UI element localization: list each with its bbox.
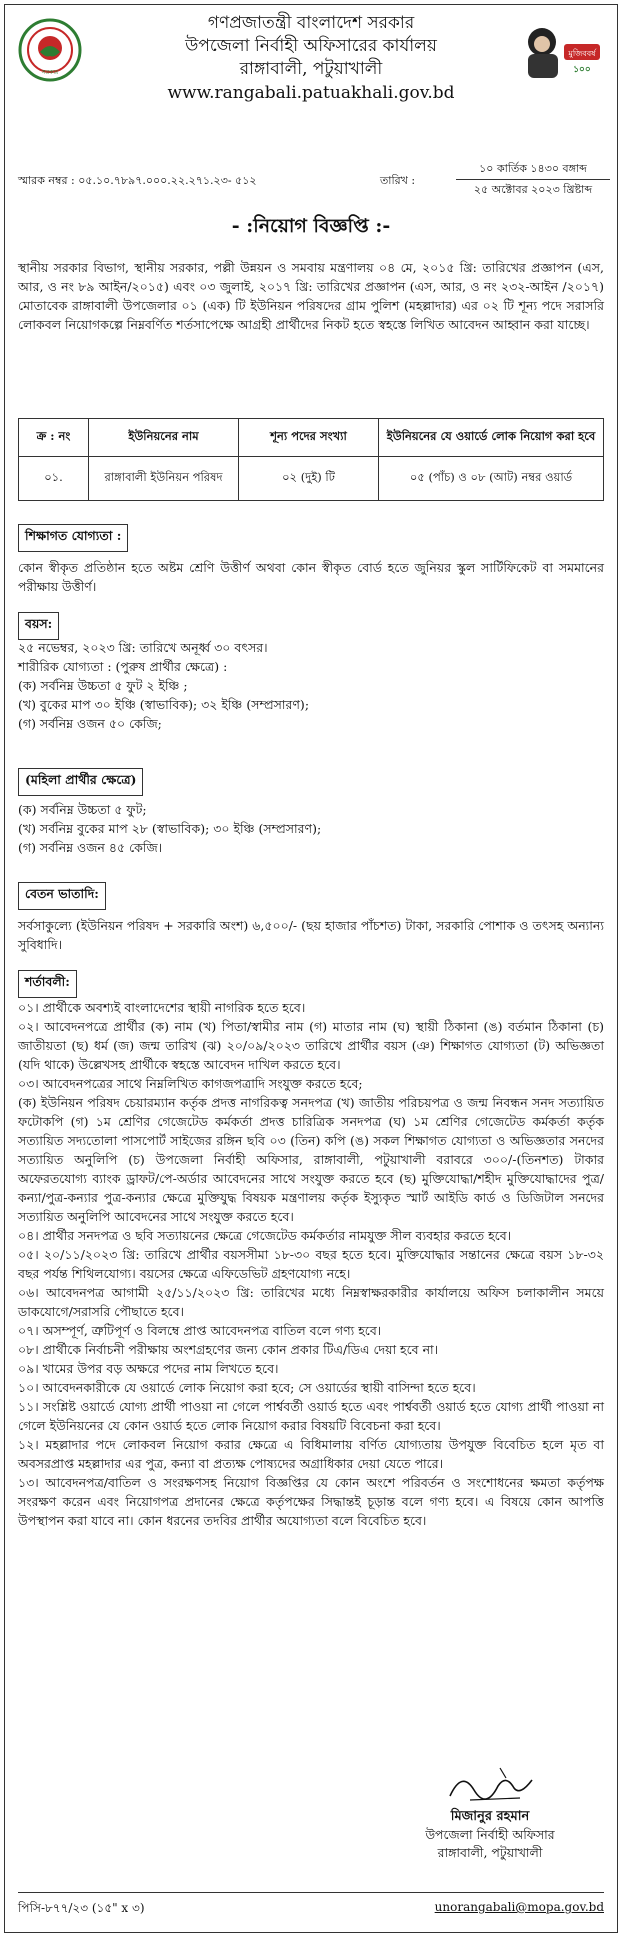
list-item: ০৪। প্রার্থীর সনদপত্র ও ছবি সত্যায়নের ক্ষেত্রে গেজেটেড কর্মকর্তার নামযুক্ত সীল ব্যবহার করতে হবে। [18,1228,512,1243]
intro-paragraph: স্থানীয় সরকার বিভাগ, স্থানীয় সরকার, পল্লী উন্নয়ন ও সমবায় মন্ত্রণালয় ০৪ মে, ২০১৫ খ্রি: তারিখের প্রজ্ঞাপন (এস, আর, ও নং ৮৯ আইন/২০১৫) এবং ০৩ জুলাই, ২০১৭ খ্রি: তারিখের প্রজ্ঞাপন (এস, আর, ও নং ২৩২-আইন /২০১৭) মোতাবেক রাঙ্গাবালী উপজেলার ০১ (এক) টি ইউনিয়ন পরিষদের গ্রাম পুলিশ (মহল্লাদার) এর ০২ টি শূন্য পদে সরাসরি লোকবল নিয়োগকল্পে নিম্নবর্ণিত শর্তসাপেক্ষে আগ্রহী প্রার্থীদের নিকট হতে স্বহস্তে লিখিত আবেদন আহ্বান করা যাচ্ছে। [18,260,604,332]
col-serial: ক্র : নং [19,419,89,457]
age-requirements [18,638,604,733]
list-item: ১১। সংশ্লিষ্ট ওয়ার্ডে যোগ্য প্রার্থী পাওয়া না গেলে পার্শ্ববর্তী ওয়ার্ড হতে এবং পার্শ্ববর্তী ওয়ার্ড হতে যোগ্য প্রার্থী পাওয়া না গেলে ইউনিয়নের যে কোন ওয়ার্ড হতে লোক নিয়োগ করার বিষয়টি বিবেচনা করা হবে। [18,1399,604,1433]
female-requirements [18,800,604,857]
female-heading: (মহিলা প্রার্থীর ক্ষেত্রে) [18,768,143,796]
footer-row [18,1900,604,1920]
list-item: ০৬। আবেদনপত্র আগামী ২৫/১১/২০২৩ খ্রি: তারিখের মধ্যে নিম্নস্বাক্ষরকারীর কার্যালয়ে অফিস চলাকালীন সময়ে ডাকযোগে/সরাসরি পৌছাতে হবে। [18,1285,604,1319]
cell-serial: ০১. [19,457,89,501]
cell-vacancy: ০২ (দুই) টি [239,457,379,501]
age-line: ২৫ নভেম্বর, ২০২৩ খ্রি: তারিখে অনূর্ধ্ব ৩০ বৎসর। [18,640,268,655]
list-item: ০৩। আবেদনপত্রের সাথে নিম্নলিখিত কাগজপত্রাদি সংযুক্ত করতে হবে; [18,1076,363,1091]
pay-heading: বেতন ভাতাদি: [18,882,106,910]
list-item: ১২। মহল্লাদার পদে লোকবল নিয়োগ করার ক্ষেত্রে এ বিধিমালায় বর্ণিত যোগ্যতায় উপযুক্ত বিবেচিত হলে মৃত বা অবসরপ্রাপ্ত মহল্লাদার এর পুত্র, কন্যা বা প্রত্যক্ষ পোষ্যদের অগ্রাধিকার দেয়া যেতে পারে। [18,1437,604,1471]
date-english: ২৫ অক্টোবর ২০২৩ খ্রিষ্টাব্দ [473,183,593,196]
male-chest: (খ) বুকের মাপ ৩০ ইঞ্চি (স্বাভাবিক); ৩২ ইঞ্চি (সম্প্রসারণ); [18,697,310,712]
government-name: গণপ্রজাতন্ত্রী বাংলাদেশ সরকার [207,13,415,33]
press-code: পিসি-৮৭৭/২৩ (১৫" x ৩) [18,1901,145,1915]
svg-text:১০০: ১০০ [573,65,591,75]
cell-union: রাঙ্গাবালী ইউনিয়ন পরিষদ [89,457,239,501]
table-row [19,457,604,501]
col-vacancy: শূন্য পদের সংখ্যা [239,419,379,457]
physical-heading: শারীরিক যোগ্যতা : (পুরুষ প্রার্থীর ক্ষেত্রে) : [18,659,228,674]
table-header-row [19,419,604,457]
cell-ward: ০৫ (পাঁচ) ও ০৮ (আট) নম্বর ওয়ার্ড [379,457,604,501]
male-height: (ক) সর্বনিম্ন উচ্চতা ৫ ফুট ২ ইঞ্চি ; [18,678,188,693]
list-item: ১০। আবেদনকারীকে যে ওয়ার্ডে লোক নিয়োগ করা হবে; সে ওয়ার্ডের স্থায়ী বাসিন্দা হতে হবে। [18,1380,476,1395]
office-location: রাঙ্গাবালী, পটুয়াখালী [239,59,383,79]
bangladesh-government-seal-icon [18,18,82,82]
notice-title: - :নিয়োগ বিজ্ঞপ্তি :- [231,215,391,237]
seal-text: সরকার [41,69,59,76]
officer-name: মিজানুর রহমান [450,1809,530,1824]
office-name: উপজেলা নির্বাহী অফিসারের কার্যালয় [185,36,437,56]
list-item: ০২। আবেদনপত্রে প্রার্থীর (ক) নাম (খ) পিতা/স্বামীর নাম (গ) মাতার নাম (ঘ) স্থায়ী ঠিকানা (ঙ) বর্তমান ঠিকানা (চ) জাতীয়তা (ছ) ধর্ম (জ) জন্ম তারিখ (ঝ) ২০/০৯/২০২৩ তারিখে প্রার্থীর বয়স (ঞ) শিক্ষাগত যোগ্যতা (ট) অভিজ্ঞতা (যদি থাকে) উল্লেখসহ প্রার্থীকে স্বহস্তে আবেদন দাখিল করতে হবে। [18,1019,604,1072]
pay-text: সর্বসাকুল্যে (ইউনিয়ন পরিষদ + সরকারি অংশ) ৬,৫০০/- (ছয় হাজার পাঁচশত) টাকা, সরকারি পোশাক ও তৎসহ অন্যান্য সুবিধাদি। [18,918,604,952]
mujib-borsho-logo-icon [516,18,604,82]
signature-block [380,1760,600,1862]
handwritten-signature-icon [440,1760,540,1808]
list-item: ০৫। ২০/১১/২০২৩ খ্রি: তারিখে প্রার্থীর বয়সসীমা ১৮-৩০ বছর হতে হবে। মুক্তিযোদ্ধার সন্তানের ক্ষেত্রে বয়স ১৮-৩২ বছর পর্যন্ত শিথিলযোগ্য। বয়সের ক্ষেত্রে এফিডেভিট গ্রহণযোগ্য নহে। [18,1247,604,1281]
date-divider [456,179,610,180]
col-union: ইউনিয়নের নাম [89,419,239,457]
website-url: www.rangabali.patuakhali.gov.bd [167,83,455,103]
education-text: কোন স্বীকৃত প্রতিষ্ঠান হতে অষ্টম শ্রেণি উত্তীর্ণ অথবা কোন স্বীকৃত বোর্ড হতে জুনিয়র স্কুল সার্টিফিকেট বা সমমানের পরীক্ষায় উত্তীর্ণ। [18,560,604,594]
female-weight: (গ) সর্বনিম্ন ওজন ৪৫ কেজি। [18,840,163,855]
date-bangla: ১০ কার্তিক ১৪৩০ বঙ্গাব্দ [479,162,587,175]
male-weight: (গ) সর্বনিম্ন ওজন ৫০ কেজি; [18,716,162,731]
memo-row [18,160,604,200]
date-block [448,160,618,199]
officer-designation: উপজেলা নির্বাহী অফিসার [425,1827,555,1842]
col-ward: ইউনিয়নের যে ওয়ার্ডে লোক নিয়োগ করা হবে [379,419,604,457]
officer-location: রাঙ্গাবালী, পটুয়াখালী [437,1845,543,1860]
terms-list [18,998,604,1530]
education-heading: শিক্ষাগত যোগ্যতা : [18,524,128,552]
list-item: (ক) ইউনিয়ন পরিষদ চেয়ারম্যান কর্তৃক প্রদত্ত নাগরিকত্ব সনদপত্র (খ) জাতীয় পরিচয়পত্র ও জন্ম নিবন্ধন সনদ সত্যায়িত ফটোকপি (গ) ১ম শ্রেণির গেজেটেড কর্মকর্তা প্রদত্ত চারিত্রিক সনদপত্র (ঘ) ১ম শ্রেণির গেজেটেড কর্মকর্তা কর্তৃক সত্যায়িত সদ্যতোলা পাসপোর্ট সাইজের রঙ্গিন ছবি ০৩ (তিন) কপি (ঙ) সকল শিক্ষাগত যোগ্যতা ও অভিজ্ঞতার সনদের সত্যায়িত অনুলিপি (চ) উপজেলা নির্বাহী অফিসার, রাঙ্গাবালী, পটুয়াখালী বরাবরে ৩০০/-(তিনশত) টাকার অফেরতযোগ্য ব্যাংক ড্রাফট/পে-অর্ডার আবেদনের সাথে সংযুক্ত করতে হবে (ছ) মুক্তিযোদ্ধা/শহীদ মুক্তিযোদ্ধাদের পুত্র/কন্যা/পুত্র-কন্যার পুত্র-কন্যার ক্ষেত্রে মুক্তিযুদ্ধ বিষয়ক মন্ত্রণালয় কর্তৃক ইস্যুকৃত স্মার্ট আইডি কার্ড ও ডিজিটাল সনদের সত্যায়িত অনুলিপি আবেদনের সাথে সংযুক্ত করতে হবে। [18,1095,604,1224]
date-label: তারিখ : [380,174,416,187]
memo-number: স্মারক নম্বর : ০৫.১০.৭৮৯৭.০০০.২২.২৭১.২৩- ৫১২ [18,174,257,187]
list-item: ০৭। অসম্পূর্ণ, ত্রুটিপূর্ণ ও বিলম্বে প্রাপ্ত আবেদনপত্র বাতিল বলে গণ্য হবে। [18,1323,382,1338]
office-heading [110,12,512,105]
female-chest: (খ) সর্বনিম্ন বুকের মাপ ২৮ (স্বাভাবিক); ৩০ ইঞ্চি (সম্প্রসারণ); [18,821,322,836]
female-height: (ক) সর্বনিম্ন উচ্চতা ৫ ফুট; [18,802,147,817]
footer-divider [18,1892,604,1893]
list-item: ০৯। খামের উপর বড় অক্ষরে পদের নাম লিখতে হবে। [18,1361,279,1376]
terms-heading: শর্তাবলী: [18,970,77,998]
vacancy-table [18,418,604,501]
badge-text: মুজিববর্ষ [568,49,596,58]
age-heading: বয়স: [18,612,59,640]
letterhead [0,8,622,138]
officer-email-link[interactable]: unorangabali@mopa.gov.bd [434,1900,604,1914]
list-item: ০১। প্রার্থীকে অবশ্যই বাংলাদেশের স্থায়ী নাগরিক হতে হবে। [18,1000,306,1015]
list-item: ০৮। প্রার্থীকে নির্বাচনী পরীক্ষায় অংশগ্রহণের জন্য কোন প্রকার টিএ/ডিএ দেয়া হবে না। [18,1342,439,1357]
list-item: ১৩। আবেদনপত্র/বাতিল ও সংরক্ষণসহ নিয়োগ বিজ্ঞপ্তির যে কোন অংশে পরিবর্তন ও সংশোধনের ক্ষমতা কর্তৃপক্ষ সংরক্ষণ করেন এবং নিয়োগপত্র প্রদানের ক্ষেত্রে কর্তৃপক্ষের সিদ্ধান্তই চূড়ান্ত বলে গণ্য হবে। এ বিষয়ে কোন আপত্তি উপস্থাপন করা যাবে না। কোন ধরনের তদবির প্রার্থীর অযোগ্যতা বলে বিবেচিত হবে। [18,1475,604,1528]
